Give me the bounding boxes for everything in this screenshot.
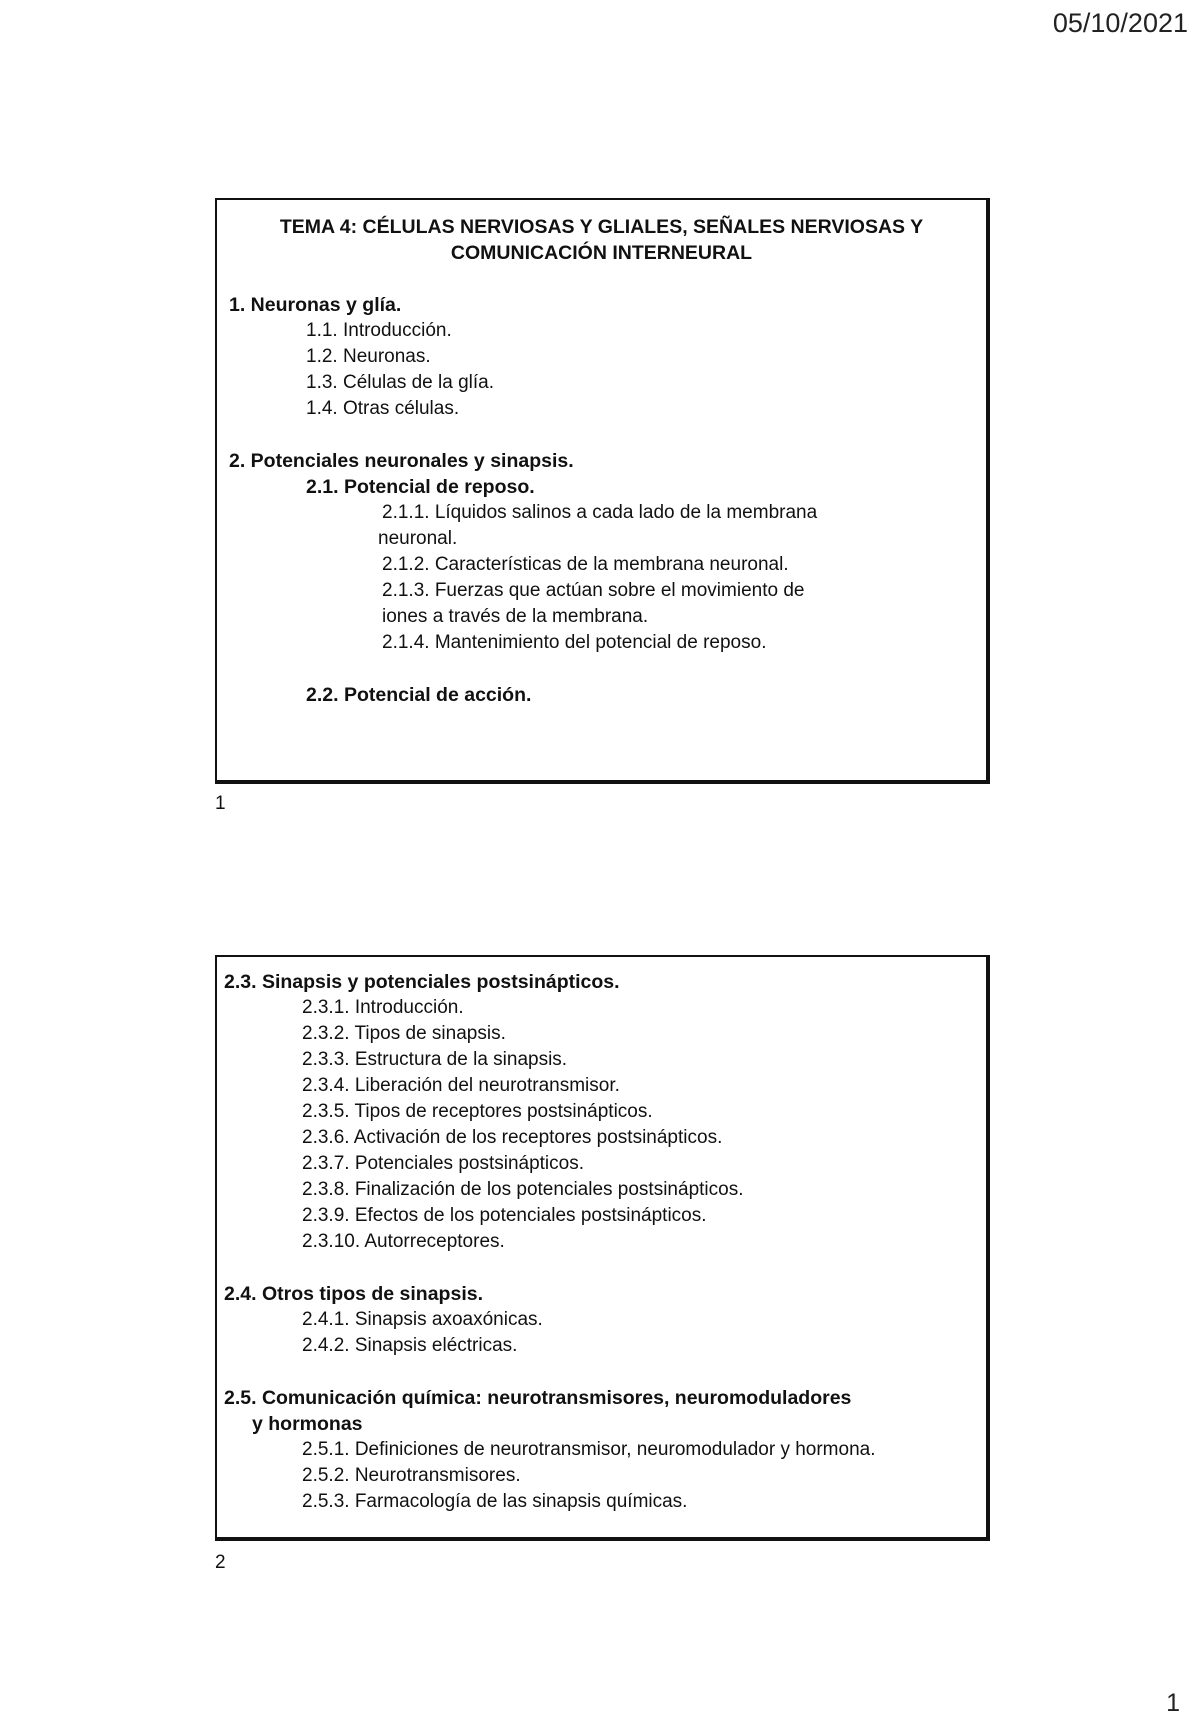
outline-item: 2.3.5. Tipos de receptores postsinápticos. — [302, 1101, 653, 1122]
title-line-1: TEMA 4: CÉLULAS NERVIOSAS Y GLIALES, SEÑALES NERVIOSAS Y — [279, 216, 924, 238]
outline-item-continuation: iones a través de la membrana. — [382, 606, 649, 627]
outline-item: 2.3.6. Activación de los receptores postsinápticos. — [302, 1127, 723, 1148]
outline-item: 2.3.8. Finalización de los potenciales postsinápticos. — [302, 1179, 744, 1200]
subsection-heading: 2.1. Potencial de reposo. — [306, 476, 535, 498]
outline-item: 1.1. Introducción. — [306, 320, 452, 341]
outline-item: 2.5.1. Definiciones de neurotransmisor, neuromodulador y hormona. — [302, 1439, 876, 1460]
outline-item: 2.5.3. Farmacología de las sinapsis químicas. — [302, 1491, 688, 1512]
outline-item: 2.1.4. Mantenimiento del potencial de reposo. — [382, 632, 767, 653]
section-heading-continuation: y hormonas — [252, 1413, 363, 1435]
outline-item: 1.3. Células de la glía. — [306, 372, 495, 393]
slide-2 — [215, 955, 990, 1541]
outline-item: 2.1.3. Fuerzas que actúan sobre el movimiento de — [382, 580, 805, 601]
outline-item: 2.4.2. Sinapsis eléctricas. — [302, 1335, 518, 1356]
outline-item: 2.5.2. Neurotransmisores. — [302, 1465, 521, 1486]
section-heading: 2.4. Otros tipos de sinapsis. — [224, 1283, 483, 1305]
slide-1 — [215, 198, 990, 784]
outline-item: 2.3.10. Autorreceptores. — [302, 1231, 505, 1252]
title-line-2: COMUNICACIÓN INTERNEURAL — [450, 242, 753, 264]
section-heading: 2. Potenciales neuronales y sinapsis. — [229, 450, 574, 472]
outline-item: 1.4. Otras células. — [306, 398, 460, 419]
outline-item: 1.2. Neuronas. — [306, 346, 431, 367]
outline-item-continuation: neuronal. — [378, 528, 458, 549]
outline-item: 2.1.2. Características de la membrana neuronal. — [382, 554, 789, 575]
slide-title — [237, 214, 966, 266]
outline-item: 2.3.9. Efectos de los potenciales postsinápticos. — [302, 1205, 707, 1226]
slide-1-outline — [217, 266, 986, 708]
outline-item: 2.4.1. Sinapsis axoaxónicas. — [302, 1309, 543, 1330]
outline-item: 2.3.1. Introducción. — [302, 997, 464, 1018]
outline-item: 2.3.3. Estructura de la sinapsis. — [302, 1049, 568, 1070]
section-heading: 1. Neuronas y glía. — [229, 294, 402, 316]
outline-item: 2.1.1. Líquidos salinos a cada lado de la membrana — [382, 502, 818, 523]
section-heading: 2.3. Sinapsis y potenciales postsinápticos. — [224, 971, 620, 993]
slide-number: 1 — [215, 793, 226, 814]
page-number: 1 — [1166, 1689, 1180, 1717]
print-date: 05/10/2021 — [1052, 8, 1188, 38]
slide-number: 2 — [215, 1552, 226, 1573]
section-heading: 2.5. Comunicación química: neurotransmisores, neuromoduladores — [224, 1387, 852, 1409]
outline-item: 2.3.2. Tipos de sinapsis. — [302, 1023, 506, 1044]
outline-item: 2.3.4. Liberación del neurotransmisor. — [302, 1075, 620, 1096]
outline-item: 2.3.7. Potenciales postsinápticos. — [302, 1153, 585, 1174]
slide-2-outline — [217, 957, 986, 1515]
subsection-heading: 2.2. Potencial de acción. — [306, 684, 532, 706]
